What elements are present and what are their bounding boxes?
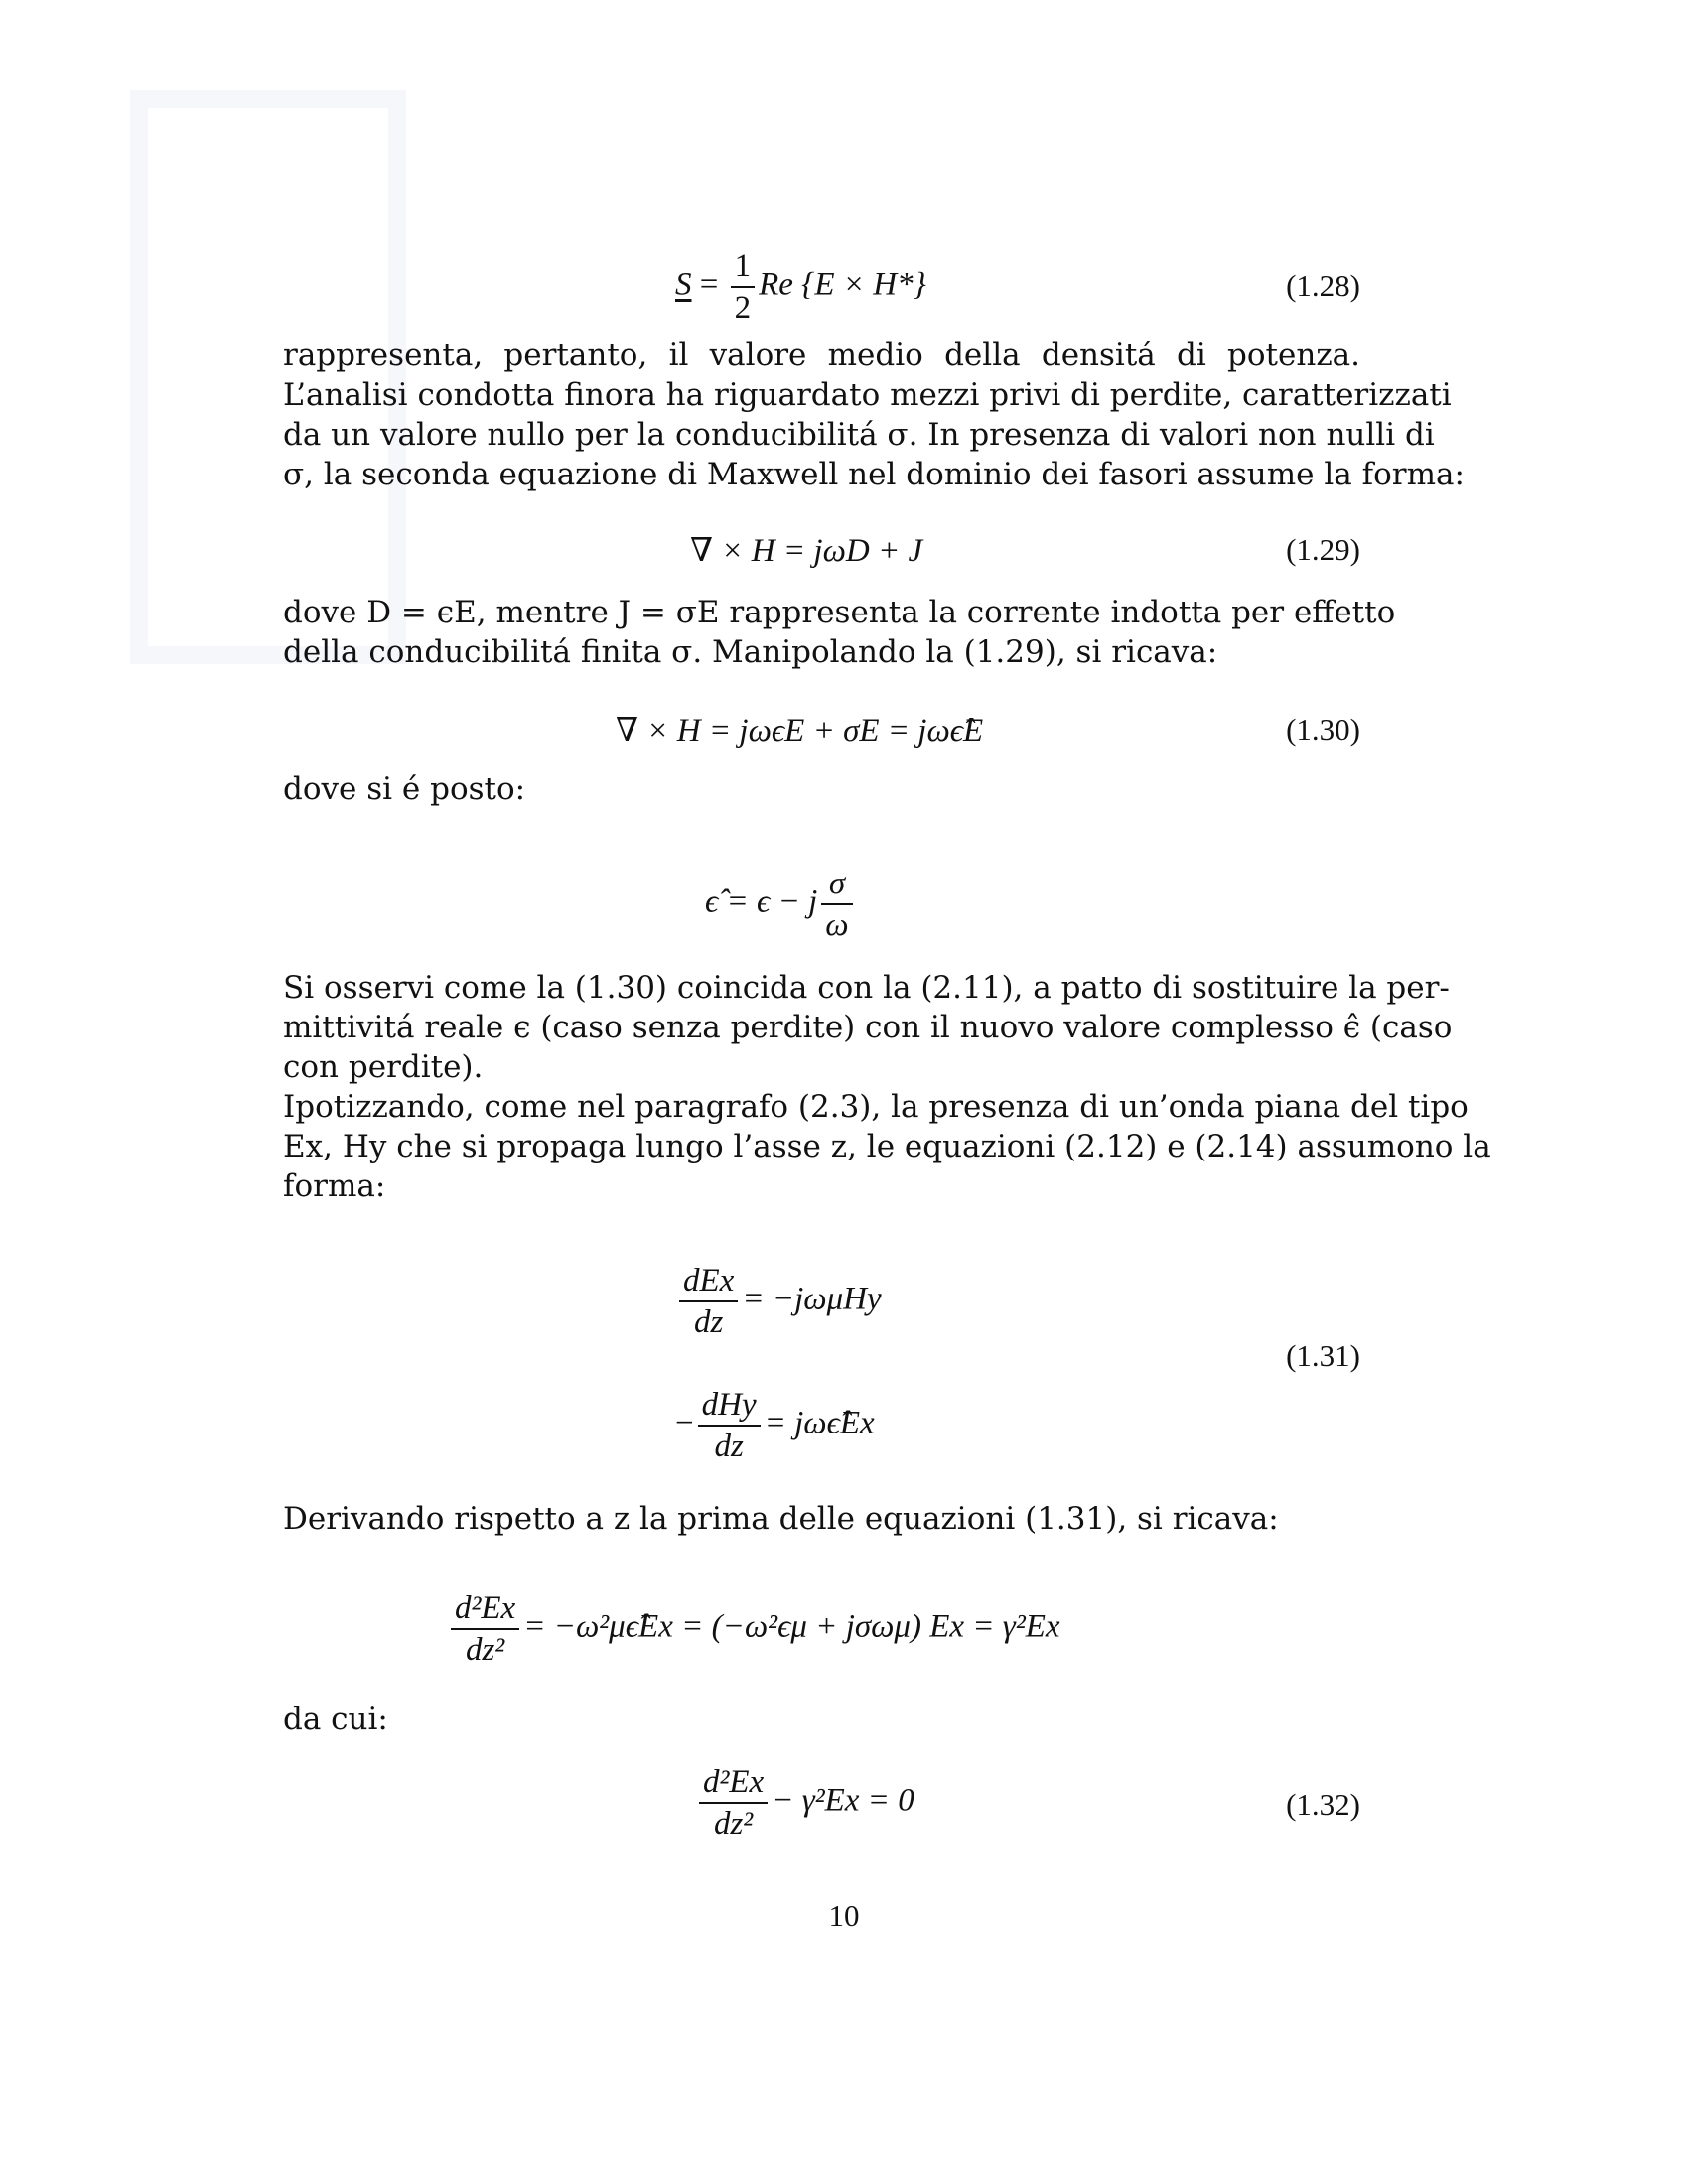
- eq131a-fraction: $\frac{\text{dEx}}{dz}$: [679, 1261, 738, 1342]
- equation-1-31-a: [675, 1261, 882, 1342]
- para4-line-3: con perdite).: [283, 1049, 484, 1085]
- equation-1-31-b: − $\frac{\text{dHy}}{dz}$ = jωϵ̂Ex: [675, 1387, 875, 1464]
- eq131b-fraction: $\frac{\text{dHy}}{dz}$: [698, 1385, 761, 1466]
- paragraph-1: [283, 336, 1465, 494]
- para4-line-2: mittivitá reale ϵ (caso senza perdite) con il nuovo valore complesso ϵ̂ (caso: [283, 1010, 1453, 1045]
- page-number: 10: [828, 1898, 860, 1933]
- eps-hat-fraction: $\frac{\sigma}{\omega}$: [821, 864, 852, 945]
- para1-line-4: σ, la seconda equazione di Maxwell nel dominio dei fasori assume la forma:: [283, 457, 1465, 492]
- para4-line-6: forma:: [283, 1168, 386, 1204]
- eq131a-rhs: = −jωμHy: [742, 1281, 882, 1317]
- equation-1-29: ∇ × H = jωD + J: [690, 533, 923, 569]
- eqnum-1-31: (1.31): [1286, 1338, 1360, 1373]
- para1-line-1: rappresenta, pertanto, il valore medio della densitá di potenza.: [283, 338, 1360, 373]
- para1-line-2: L’analisi condotta finora ha riguardato mezzi privi di perdite, caratterizzati: [283, 377, 1452, 413]
- eq132-rhs: − γ²Ex = 0: [772, 1782, 914, 1819]
- eq128-fraction: $\frac{1}{2}$: [731, 246, 756, 328]
- paragraph-6: da cui:: [283, 1702, 388, 1737]
- equation-1-30: ∇ × H = jωϵE + σE = jωϵ̂E: [616, 713, 984, 749]
- eq131b-rhs: = jωϵ̂Ex: [764, 1405, 875, 1441]
- eq128-rhs: Re {E × H*}: [759, 266, 926, 303]
- eqnum-1-29: (1.29): [1286, 532, 1360, 567]
- eqlong-rhs: = −ω²μϵ̂Ex = (−ω²ϵμ + jσωμ) Ex = γ²Ex: [523, 1608, 1060, 1645]
- equation-1-32: [695, 1762, 914, 1843]
- eqnum-1-32: (1.32): [1286, 1787, 1360, 1822]
- eqnum-1-28: (1.28): [1286, 268, 1360, 303]
- eps-hat-lhs: ϵ̂ = ϵ − j: [705, 884, 818, 920]
- paragraph-2: [283, 593, 1396, 672]
- eq128-lhs: S: [675, 266, 692, 303]
- para2-line-1: dove D = ϵE, mentre J = σE rappresenta la corrente indotta per effetto: [283, 595, 1396, 630]
- paragraph-3: dove si é posto:: [283, 771, 526, 807]
- para4-line-5: Ex, Hy che si propaga lungo l’asse z, le equazioni (2.12) e (2.14) assumono la: [283, 1129, 1491, 1164]
- equation-1-28: S = $\frac{1}{2}$ Re {E × H*}: [675, 248, 926, 326]
- para1-line-3: da un valore nullo per la conducibilitá σ. In presenza di valori non nulli di: [283, 417, 1435, 453]
- eq132-fraction: $\frac{\text{d²Ex}}{\text{dz²}}$: [699, 1762, 768, 1843]
- para4-line-4: Ipotizzando, come nel paragrafo (2.3), la presenza di un’onda piana del tipo: [283, 1089, 1469, 1125]
- eqlong-fraction: $\frac{\text{d²Ex}}{\text{dz²}}$: [451, 1588, 519, 1670]
- para4-line-1: Si osservi come la (1.30) coincida con la (2.11), a patto di sostituire la per-: [283, 970, 1450, 1006]
- paragraph-5: Derivando rispetto a z la prima delle equazioni (1.31), si ricava:: [283, 1501, 1279, 1537]
- eqnum-1-30: (1.30): [1286, 712, 1360, 747]
- equation-wave-derivation: [447, 1588, 1060, 1670]
- paragraph-4: [283, 968, 1491, 1206]
- para2-line-2: della conducibilitá finita σ. Manipolando la (1.29), si ricava:: [283, 634, 1218, 670]
- equation-eps-hat: [705, 864, 857, 945]
